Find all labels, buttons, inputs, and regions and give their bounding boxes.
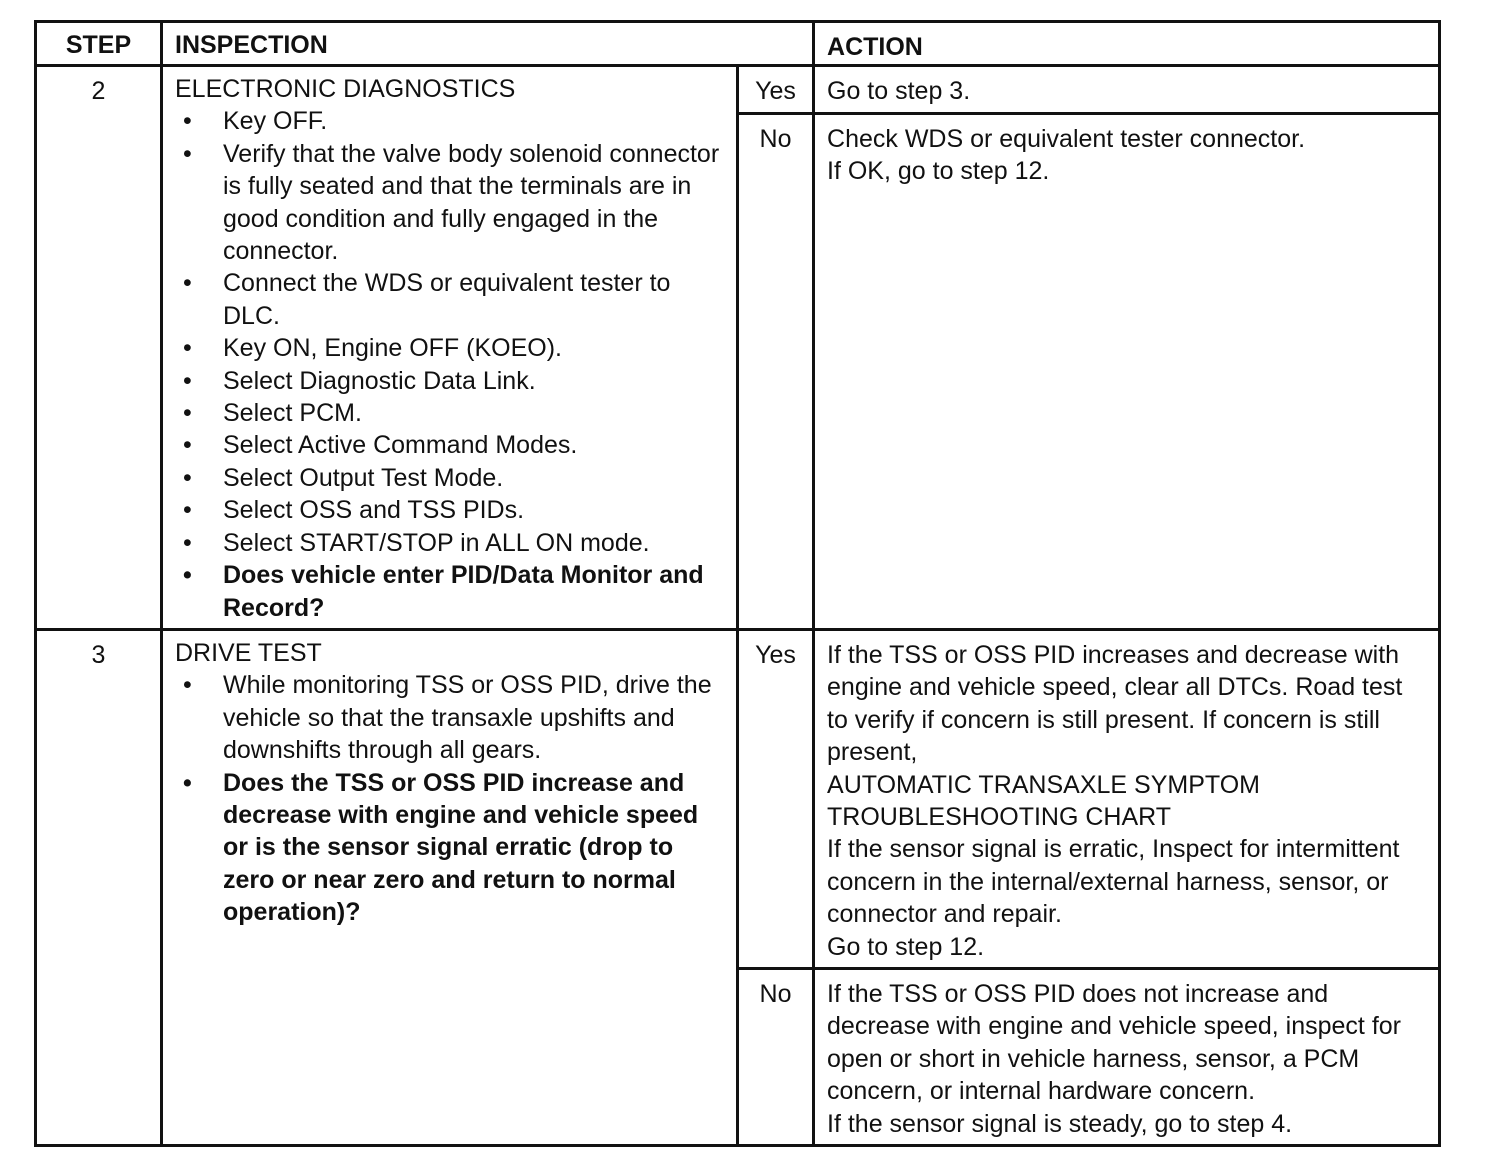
step-2-yes-row [36,66,1440,114]
inspection-cell [162,66,738,630]
bullet-item: • Verify that the valve body solenoid connector is fully seated and that the terminals are in good condition and fully engaged in the connector. [175,138,726,268]
bullet-item: • While monitoring TSS or OSS PID, drive the vehicle so that the transaxle upshifts and downshifts through all gears. [175,669,726,766]
no-label: No [738,968,814,1145]
no-action [814,114,1440,630]
yes-action [814,66,1440,114]
bullet-item: • Select OSS and TSS PIDs. [175,494,726,526]
inspection-title: ELECTRONIC DIAGNOSTICS [175,75,516,103]
no-action [814,968,1440,1145]
yes-label: Yes [738,629,814,968]
action-line: Go to step 12. [827,932,985,961]
inspection-bullets [175,669,726,928]
action-line: AUTOMATIC TRANSAXLE SYMPTOM TROUBLESHOOTING CHART [827,770,1260,831]
bullet-item: • Key OFF. [175,105,726,137]
yes-label: Yes [738,66,814,114]
header-row [36,22,1440,66]
inspection-question: • Does the TSS or OSS PID increase and decrease with engine and vehicle speed or is the sensor signal erratic (drop to zero or near zero and return to normal operation)? [175,767,726,929]
bullet-item: • Connect the WDS or equivalent tester to DLC. [175,267,726,332]
action-line: If OK, go to step 12. [827,157,1050,186]
bullet-item: • Select Active Command Modes. [175,429,726,461]
action-line: If the TSS or OSS PID increases and decrease with engine and vehicle speed, clear all DTCs. Road test to verify if concern is still present. If concern is still present, [827,640,1403,767]
bullet-item: • Select PCM. [175,397,726,429]
bullet-item: • Key ON, Engine OFF (KOEO). [175,332,726,364]
diagnostic-table [34,20,1441,1147]
yes-action [814,629,1440,968]
header-action: ACTION [814,22,1440,66]
inspection-question: • Does vehicle enter PID/Data Monitor and Record? [175,559,726,624]
action-line: If the TSS or OSS PID does not increase and decrease with engine and vehicle speed, inspect for open or short in vehicle harness, sensor, a PCM concern, or internal hardware concern. [827,979,1401,1106]
action-line: Go to step 3. [827,77,971,105]
action-line: If the sensor signal is erratic, Inspect for intermittent concern in the internal/external harness, sensor, or connector and repair. [827,835,1400,929]
bullet-item: • Select Output Test Mode. [175,462,726,494]
no-label: No [738,114,814,630]
header-inspection: INSPECTION [162,22,814,66]
inspection-cell [162,629,738,1145]
inspection-title: DRIVE TEST [175,638,322,667]
step-3-yes-row [36,629,1440,968]
action-line: If the sensor signal is steady, go to step 4. [827,1109,1293,1138]
action-line: Check WDS or equivalent tester connector. [827,125,1306,153]
step-number: 2 [36,66,162,630]
inspection-bullets [175,105,726,624]
step-number: 3 [36,629,162,1145]
bullet-item: • Select Diagnostic Data Link. [175,365,726,397]
header-step: STEP [36,22,162,66]
bullet-item: • Select START/STOP in ALL ON mode. [175,527,726,559]
